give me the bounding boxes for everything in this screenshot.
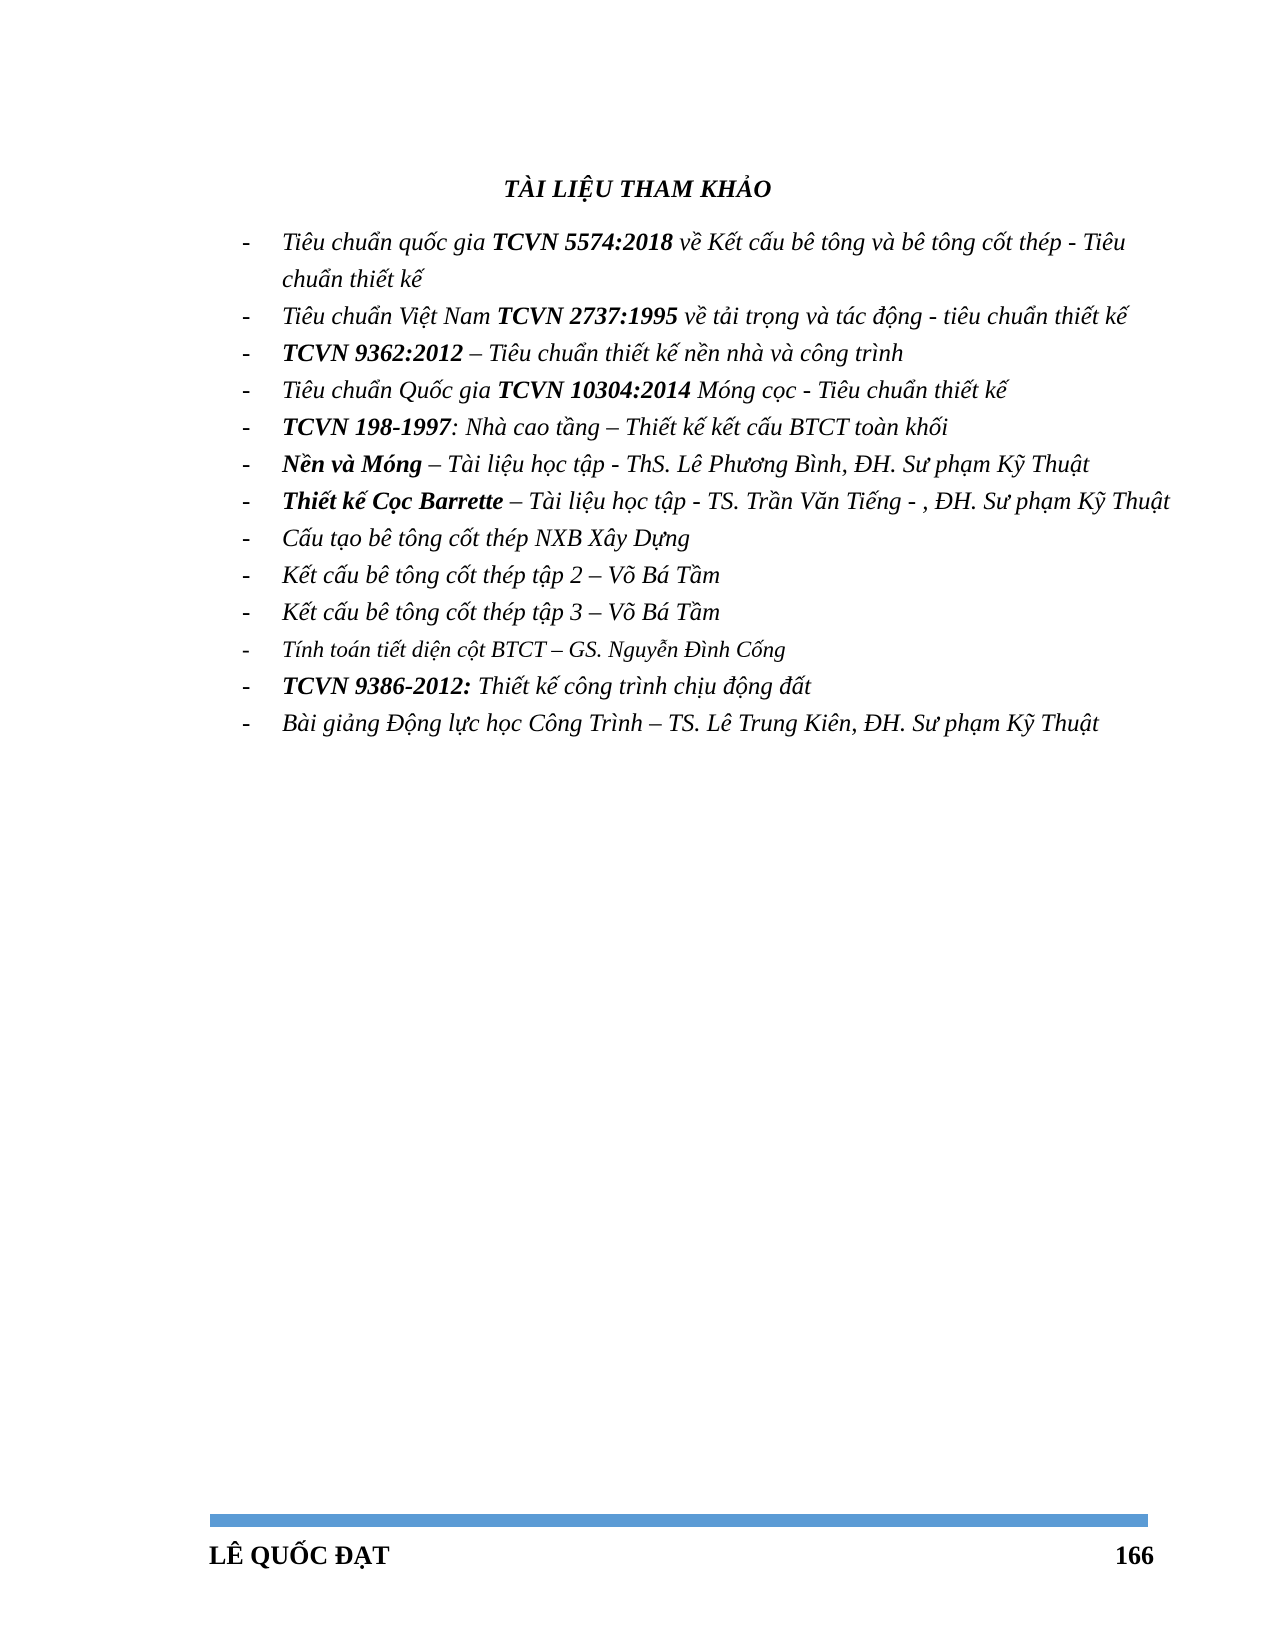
reference-code: TCVN 198-1997 xyxy=(282,414,451,441)
reference-item xyxy=(242,557,1172,594)
reference-list xyxy=(242,224,1172,742)
reference-text: Thiết kế công trình chịu động đất xyxy=(471,673,812,700)
reference-item xyxy=(242,409,1172,446)
list-dash: - xyxy=(242,229,251,256)
reference-code: Thiết kế Cọc Barrette xyxy=(282,488,504,515)
reference-item xyxy=(242,668,1172,705)
reference-item xyxy=(242,631,1172,668)
reference-text: Móng cọc - Tiêu chuẩn thiết kế xyxy=(691,377,1007,404)
list-dash: - xyxy=(242,377,251,404)
list-dash: - xyxy=(242,303,251,330)
list-dash: - xyxy=(242,673,251,700)
list-dash: - xyxy=(242,488,251,515)
reference-code: TCVN 9362:2012 xyxy=(282,340,464,367)
reference-text: Tiêu chuẩn quốc gia xyxy=(282,229,492,256)
list-dash: - xyxy=(242,525,251,552)
page-number: 166 xyxy=(1115,1541,1154,1570)
reference-text: Tiêu chuẩn Việt Nam xyxy=(282,303,497,330)
reference-text: – Tiêu chuẩn thiết kế nền nhà và công trình xyxy=(463,340,904,367)
reference-item xyxy=(242,705,1172,742)
reference-code: TCVN 5574:2018 xyxy=(491,229,673,256)
reference-item xyxy=(242,520,1172,557)
reference-text: – Tài liệu học tập - TS. Trần Văn Tiếng - , ĐH. Sư phạm Kỹ Thuật xyxy=(503,488,1170,515)
reference-text: Kết cấu bê tông cốt thép tập 3 – Võ Bá Tầm xyxy=(282,599,721,626)
reference-text: Tính toán tiết diện cột BTCT – GS. Nguyễn Đình Cống xyxy=(282,637,786,662)
list-dash: - xyxy=(242,451,251,478)
list-dash: - xyxy=(242,599,251,626)
reference-item xyxy=(242,483,1172,520)
reference-text: Tiêu chuẩn Quốc gia xyxy=(282,377,498,404)
reference-item xyxy=(242,372,1172,409)
list-dash: - xyxy=(242,710,251,737)
footer-divider-bar xyxy=(210,1514,1148,1527)
reference-text: Kết cấu bê tông cốt thép tập 2 – Võ Bá Tầm xyxy=(282,562,721,589)
reference-text: Bài giảng Động lực học Công Trình – TS. Lê Trung Kiên, ĐH. Sư phạm Kỹ Thuật xyxy=(282,710,1099,737)
reference-item xyxy=(242,335,1172,372)
reference-code: TCVN 9386-2012: xyxy=(282,673,472,700)
reference-item xyxy=(242,594,1172,631)
reference-code: Nền và Móng xyxy=(282,451,423,478)
list-dash: - xyxy=(242,637,250,662)
reference-code: TCVN 2737:1995 xyxy=(496,303,679,330)
list-dash: - xyxy=(242,562,251,589)
reference-text: – Tài liệu học tập - ThS. Lê Phương Bình, ĐH. Sư phạm Kỹ Thuật xyxy=(422,451,1090,478)
reference-text: về Kết cấu bê tông và bê tông cốt thép - Tiêu chuẩn thiết kế xyxy=(282,229,1126,293)
reference-text: : Nhà cao tầng – Thiết kế kết cấu BTCT toàn khối xyxy=(450,414,949,441)
reference-item xyxy=(242,224,1172,298)
reference-text: về tải trọng và tác động - tiêu chuẩn thiết kế xyxy=(678,303,1128,330)
reference-text: Cấu tạo bê tông cốt thép NXB Xây Dựng xyxy=(282,525,691,552)
reference-item xyxy=(242,446,1172,483)
page-title: TÀI LIỆU THAM KHẢO xyxy=(503,176,772,203)
reference-item xyxy=(242,298,1172,335)
reference-code: TCVN 10304:2014 xyxy=(497,377,692,404)
list-dash: - xyxy=(242,414,251,441)
list-dash: - xyxy=(242,340,251,367)
footer-author: LÊ QUỐC ĐẠT xyxy=(209,1541,390,1570)
